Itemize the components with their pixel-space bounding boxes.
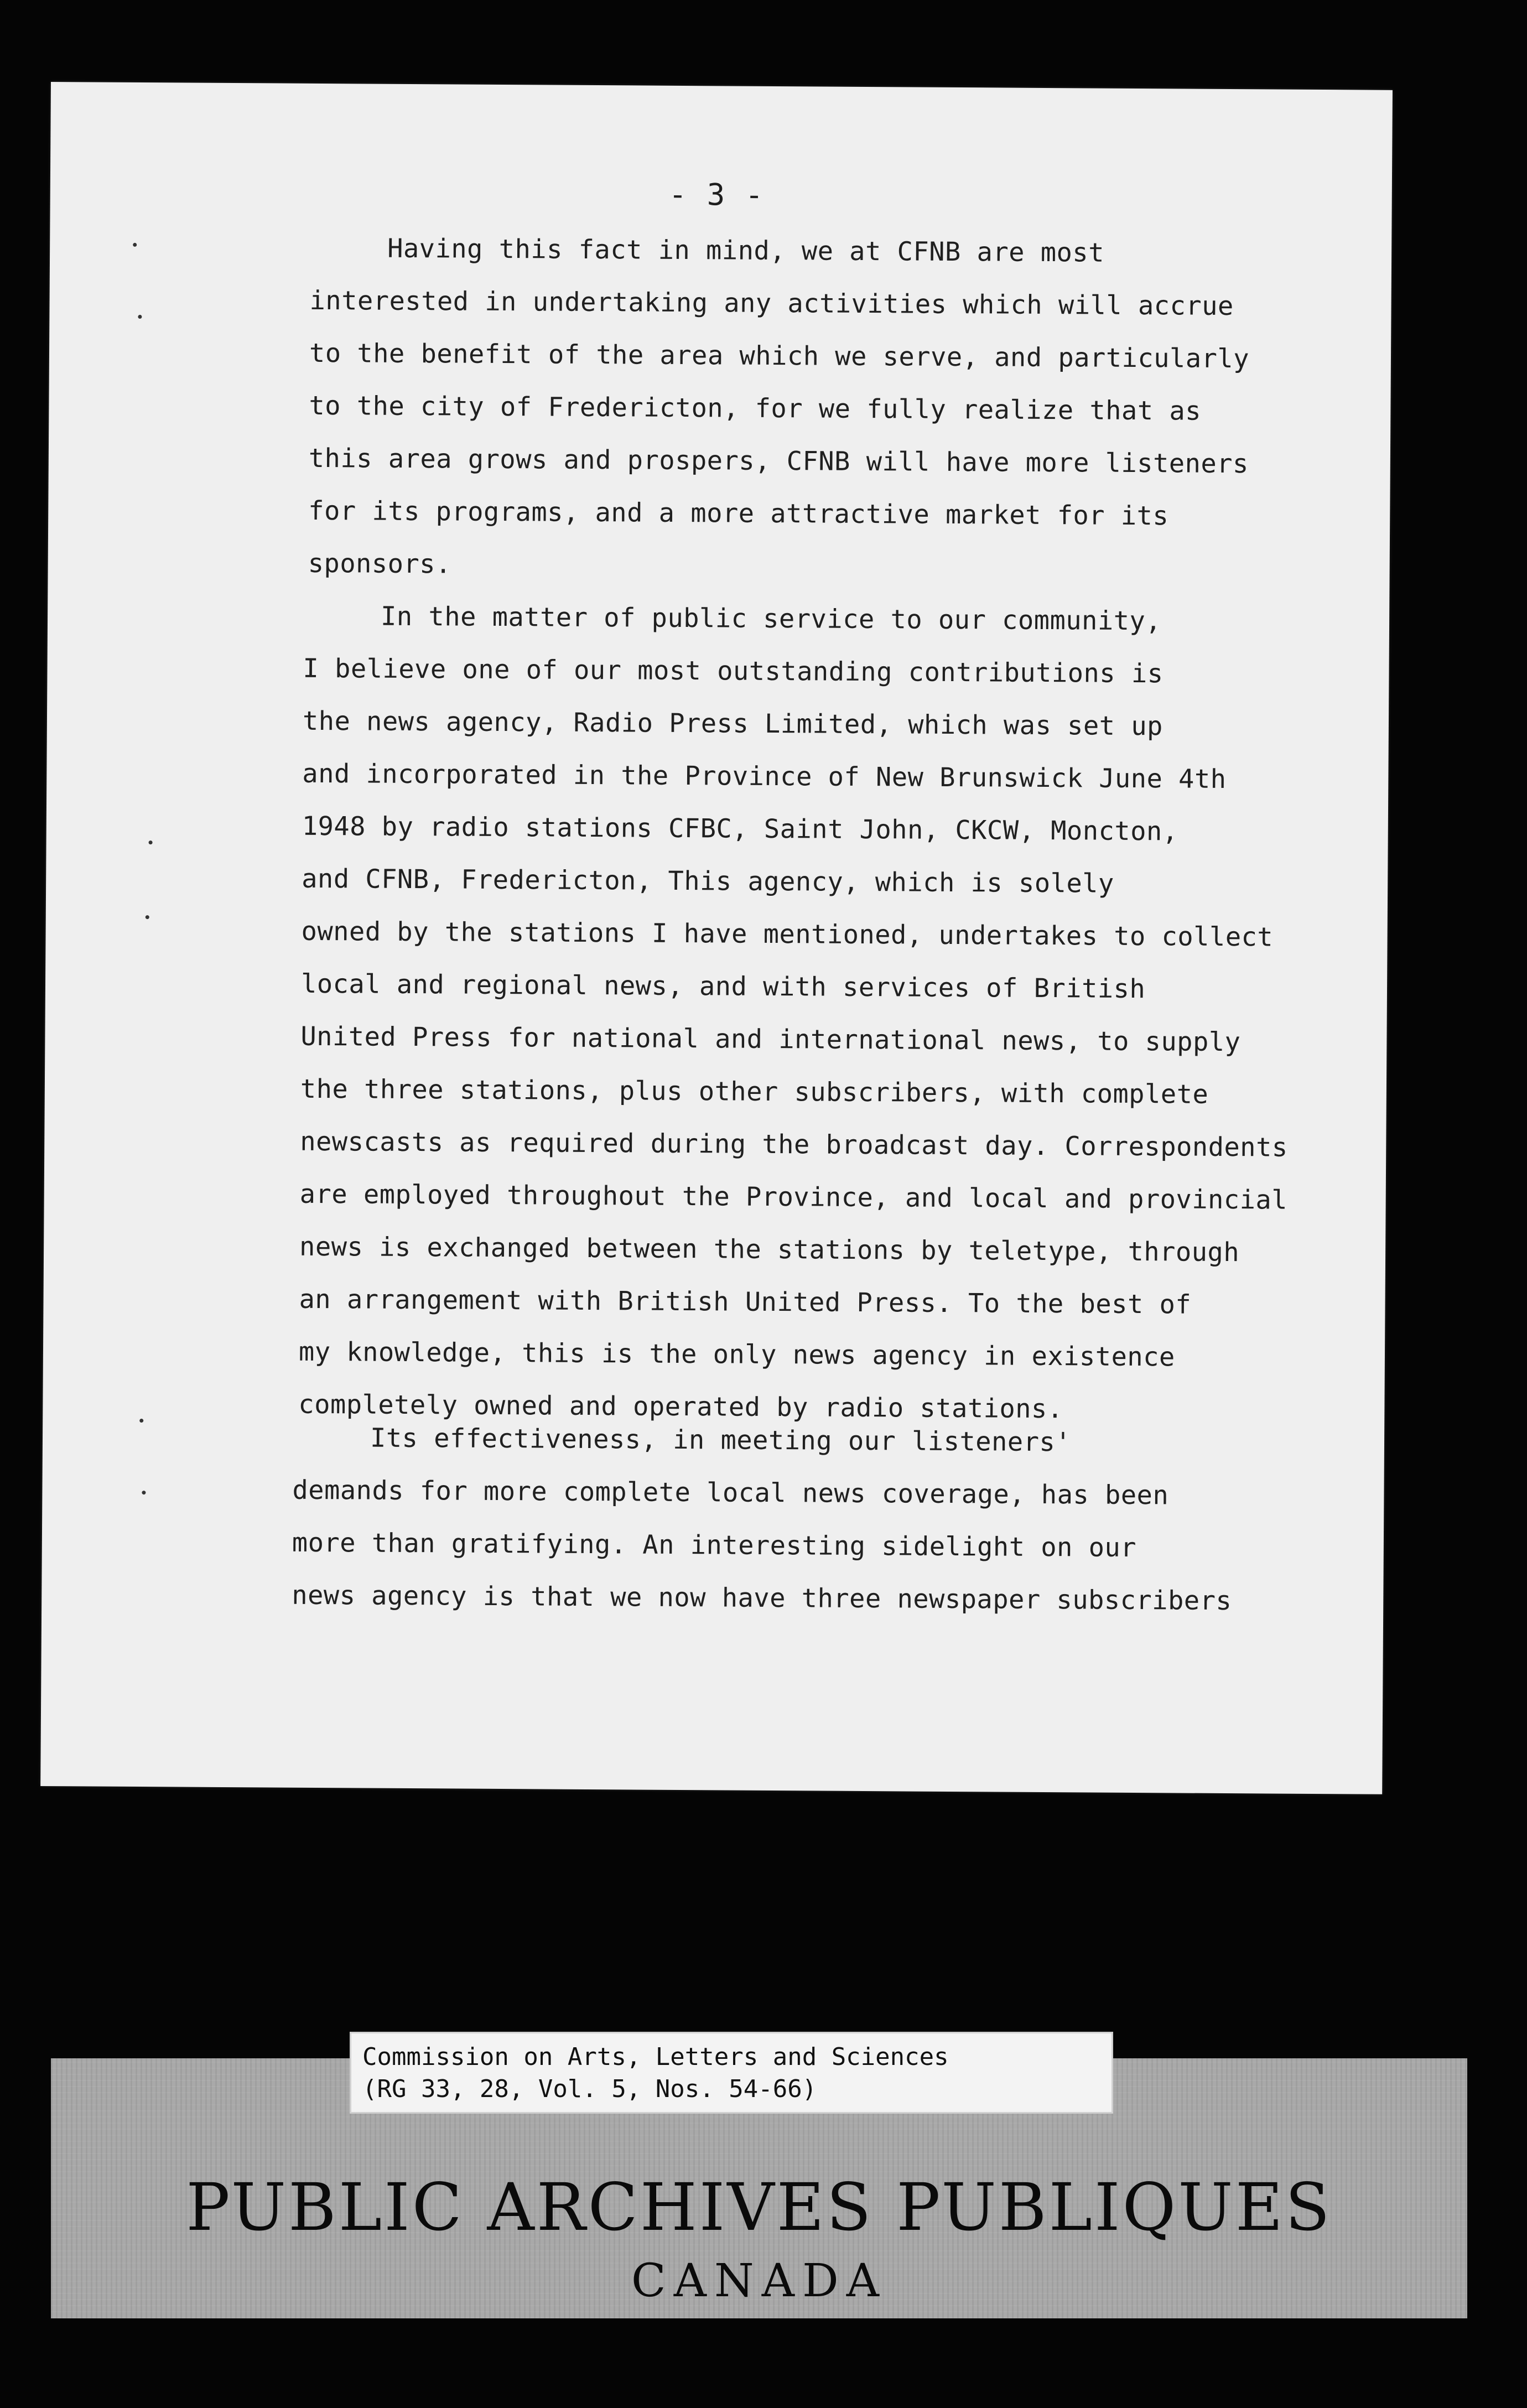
text-line: to the benefit of the area which we serve, and particularly [309,338,1250,375]
archive-subtitle: CANADA [631,2255,887,2307]
archive-reference-label [350,2032,1113,2114]
text-line: United Press for national and international news, to supply [300,1021,1241,1058]
archive-title: PUBLIC ARCHIVES PUBLIQUES [186,2169,1332,2245]
margin-dot [146,915,149,919]
text-line: the three stations, plus other subscribers, with complete [300,1073,1209,1110]
margin-dot [138,315,142,319]
archive-label-line-1: Commission on Arts, Letters and Sciences [362,2043,949,2071]
text-line: news is exchanged between the stations by teletype, through [299,1231,1240,1268]
margin-dot [133,243,137,247]
text-line: I believe one of our most outstanding contributions is [303,653,1164,689]
text-line: demands for more complete local news coverage, has been [292,1475,1169,1511]
text-line: local and regional news, and with services of British [300,968,1146,1005]
text-line: are employed throughout the Province, and local and provincial [299,1179,1288,1216]
paragraph-1 [308,222,1372,596]
text-line: and CFNB, Fredericton, This agency, which is solely [302,863,1114,899]
text-line: an arrangement with British United Press. To the best of [299,1284,1192,1320]
margin-dot [139,1419,143,1423]
text-line: to the city of Fredericton, for we fully realize that as [309,390,1202,427]
archive-label-line-2: (RG 33, 28, Vol. 5, Nos. 54-66) [362,2075,817,2103]
text-line: newscasts as required during the broadcast day. Correspondents [300,1126,1288,1163]
text-line: the news agency, Radio Press Limited, which was set up [302,705,1164,742]
page-number: - 3 - [668,177,765,212]
text-line: news agency is that we now have three newspaper subscribers [292,1580,1232,1617]
text-line: In the matter of public service to our community, [380,601,1162,637]
text-line: my knowledge, this is the only news agency in existence [298,1336,1175,1373]
text-line: Having this fact in mind, we at CFNB are most [387,233,1105,268]
document-page [40,82,1393,1794]
paragraph-3 [292,1411,1355,1628]
text-line: for its programs, and a more attractive market for its [308,495,1169,532]
archive-strip [51,2043,1467,2318]
paragraph-2 [298,590,1365,1437]
text-line: completely owned and operated by radio stations. [298,1389,1063,1425]
text-line: Its effectiveness, in meeting our listeners' [370,1423,1072,1458]
text-line: owned by the stations I have mentioned, undertakes to collect [301,916,1274,953]
text-line: more than gratifying. An interesting sidelight on our [292,1527,1137,1564]
text-line: sponsors. [308,548,452,580]
margin-dot [142,1491,146,1494]
margin-dot [149,840,153,844]
text-line: this area grows and prospers, CFNB will have more listeners [308,443,1249,480]
text-line: interested in undertaking any activities which will accrue [309,285,1234,322]
text-line: and incorporated in the Province of New Brunswick June 4th [302,758,1227,795]
text-line: 1948 by radio stations CFBC, Saint John, CKCW, Moncton, [302,811,1178,847]
